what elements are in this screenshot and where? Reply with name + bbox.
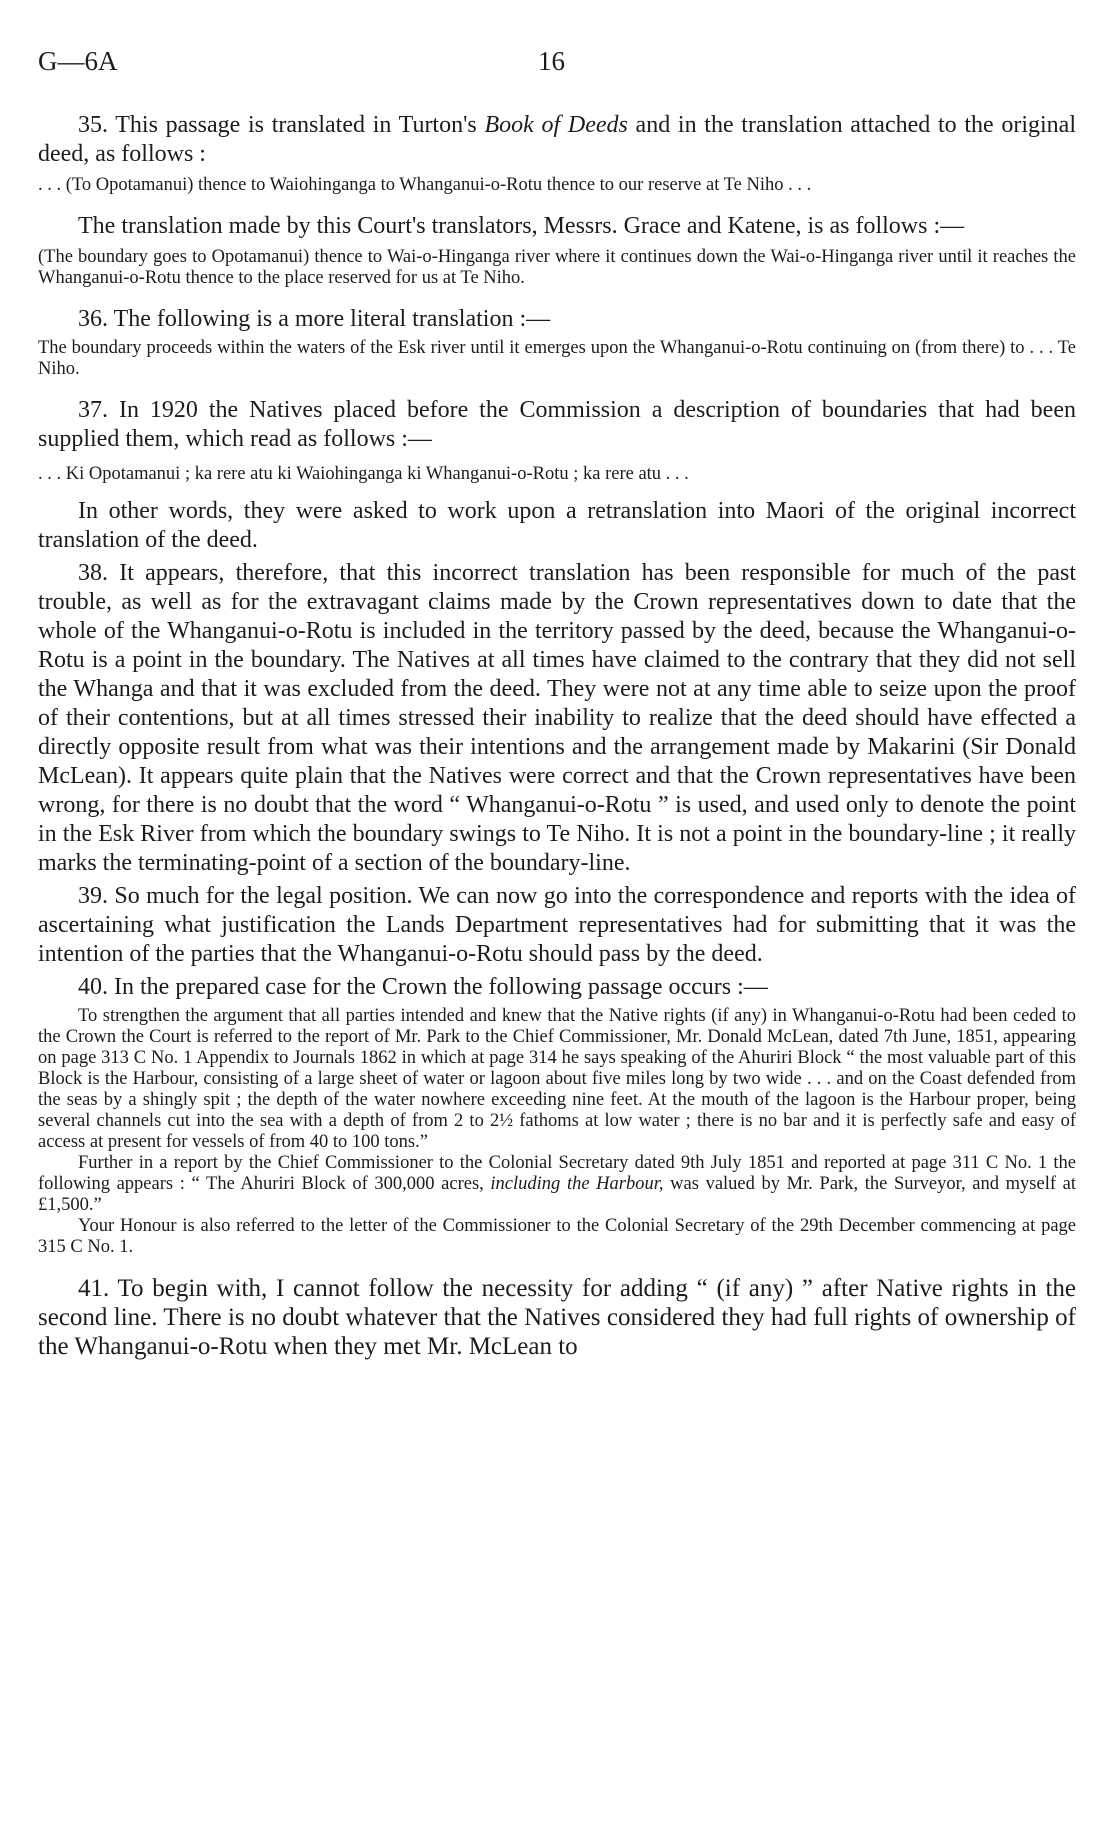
quote-turton-translation: . . . (To Opotamanui) thence to Waiohinganga to Whanganui-o-Rotu thence to our reserve at Te Niho . . . [38, 175, 812, 195]
paragraph-40: 40. In the prepared case for the Crown the following passage occurs :— [78, 974, 768, 1000]
paragraph-39: 39. So much for the legal position. We can now go into the correspondence and reports with the idea of ascertaining what justification the Lands Department representatives had for submitting that it was the intention of the parties that the Whanganui-o-Rotu should pass by the deed. [38, 883, 1076, 967]
quote-colonial-secretary-letter: Your Honour is also referred to the letter of the Commissioner to the Colonial Secretary of the 29th December commencing at page 315 C No. 1. [38, 1216, 1076, 1257]
page-number: 16 [538, 46, 565, 76]
paragraph-37-continued: In other words, they were asked to work upon a retranslation into Maori of the original incorrect translation of the deed. [38, 498, 1076, 553]
paragraph-35-court-translation: The translation made by this Court's translators, Messrs. Grace and Katene, is as follows :— [78, 213, 965, 239]
quote-literal-translation: The boundary proceeds within the waters of the Esk river until it emerges upon the Whanganui-o-Rotu continuing on (from there) to . . . Te Niho. [38, 338, 1076, 379]
paragraph-38: 38. It appears, therefore, that this incorrect translation has been responsible for much of the past trouble, as well as for the extravagant claims made by the Crown representatives down to date that the whole of the Whanganui-o-Rotu is included in the territory passed by the deed, because the Whanganui-o-Rotu is a point in the boundary. The Natives at all times have claimed to the contrary that they did not sell the Whanga and that it was excluded from the deed. They were not at any time able to seize upon the proof of their contentions, but at all times stressed their inability to realize that the deed should have effected a directly opposite result from what was their intentions and the arrangement made by Makarini (Sir Donald McLean). It appears quite plain that the Natives were correct and that the Crown representatives have been wrong, for there is no doubt that the word “ Whanganui-o-Rotu ” is used, and used only to denote the point in the Esk River from which the boundary swings to Te Niho. It is not a point in the boundary-line ; it really marks the terminating-point of a section of the boundary-line. [38, 560, 1076, 876]
book-title: Book of Deeds [484, 112, 628, 138]
document-page [38, 0, 1076, 1821]
paragraph-36: 36. The following is a more literal translation :— [78, 306, 551, 332]
paragraph-41: 41. To begin with, I cannot follow the necessity for adding “ (if any) ” after Native rights in the second line. There is no doubt whatever that the Natives considered they had full rights of ownership of the Whanganui-o-Rotu when they met Mr. McLean to [38, 1275, 1076, 1360]
quote-court-translation: (The boundary goes to Opotamanui) thence to Wai-o-Hinganga river where it continues down the Wai-o-Hinganga river until it reaches the Whanganui-o-Rotu thence to the place reserved for us at Te Niho. [38, 247, 1076, 288]
page-header [38, 46, 1076, 86]
quote-maori-boundaries: . . . Ki Opotamanui ; ka rere atu ki Waiohinganga ki Whanganui-o-Rotu ; ka rere atu . . . [38, 464, 689, 484]
page-content [38, 111, 1076, 1361]
paragraph-35: 35. This passage is translated in Turton's Book of Deeds and in the translation attached to the original deed, as follows : [38, 112, 1076, 167]
quote-crown-case: To strengthen the argument that all parties intended and knew that the Native rights (if any) in Whanganui-o-Rotu had been ceded to the Crown the Court is referred to the report of Mr. Park to the Chief Commissioner, Mr. Donald McLean, dated 7th June, 1851, appearing on page 313 C No. 1 Appendix to Journals 1862 in which at page 314 he says speaking of the Ahuriri Block “ the most valuable part of this Block is the Harbour, consisting of a large sheet of water or lagoon about five miles long by two wide . . . and on the Coast defended from the seas by a shingly spit ; the depth of the water nowhere exceeding nine feet. At the mouth of the lagoon is the Harbour proper, being several channels cut into the sea with a depth of from 2 to 2½ fathoms at low water ; there is no bar and it is perfectly safe and easy of access at present for vessels of from 40 to 100 tons.” [38, 1006, 1076, 1152]
document-reference: G—6A [38, 46, 118, 76]
paragraph-37: 37. In 1920 the Natives placed before the Commission a description of boundaries that had been supplied them, which read as follows :— [38, 397, 1076, 452]
quote-chief-commissioner-report: Further in a report by the Chief Commissioner to the Colonial Secretary dated 9th July 1851 and reported at page 311 C No. 1 the following appears : “ The Ahuriri Block of 300,000 acres, including the Harbour, was valued by Mr. Park, the Surveyor, and myself at £1,500.” [38, 1153, 1076, 1215]
